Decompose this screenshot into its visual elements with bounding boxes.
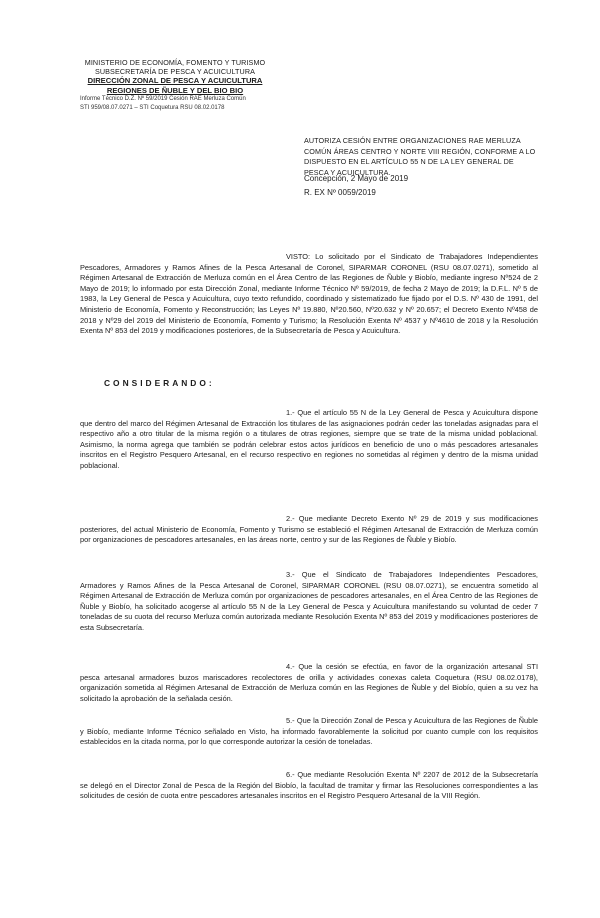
institution-header — [80, 58, 270, 112]
considerando-paragraph: 5.- Que la Dirección Zonal de Pesca y Acuicultura de las Regiones de Ñuble y Biobío, mediante Informe Técnico señalado en Visto, ha informado favorablemente la solicitud por cuanto cumple con los requisitos establecidos en la citada norma, por lo que corresponde autorizar la cesión de toneladas. — [80, 716, 538, 747]
resolution-date: Concepción, 2 Mayo de 2019 — [304, 174, 409, 183]
considerando-3 — [80, 570, 538, 634]
reference-line-2: STI 959/08.07.0271 – STI Coquetura RSU 08.02.0178 — [80, 104, 225, 111]
visto-section — [80, 252, 538, 337]
resolution-number: R. EX Nº 0059/2019 — [304, 188, 376, 197]
considerando-paragraph: 3.- Que el Sindicato de Trabajadores Independientes Pescadores, Armadores y Ramos Afines de la Pesca Artesanal de Coronel, SIPARMAR CORONEL (RSU 08.07.0271), se encuentra sometido al Régimen Artesanal de Extracción de Merluza común por organizaciones de pescadores artesanales, en el Área Centro de las Regiones de Ñuble y Biobío, ha solicitado acogerse al artículo 55 N de la Ley General de Pesca y Acuicultura manifestando su voluntad de ceder 7 toneladas de su cuota del recurso Merluza común autorizada mediante Resolución Exenta Nº 853 del 2019 y modificaciones posteriores de esta Subsecretaría. — [80, 570, 538, 632]
considerando-heading: CONSIDERANDO: — [104, 378, 215, 388]
ministry-line-1: MINISTERIO DE ECONOMÍA, FOMENTO Y TURISMO — [84, 58, 266, 67]
considerando-4 — [80, 662, 538, 704]
visto-paragraph: VISTO: Lo solicitado por el Sindicato de Trabajadores Independientes Pescadores, Armadores y Ramos Afines de la Pesca Artesanal de Coronel, SIPARMAR CORONEL (RSU 08.07.0271), sometido al Régimen Artesanal de Extracción de Merluza común en el Área Centro de las Regiones de Ñuble y Biobío, mediante ingreso Nº524 de 2 Mayo de 2019; lo informado por esta Dirección Zonal, mediante Informe Técnico Nº 59/2019, de fecha 2 Mayo de 2019; la D.F.L. Nº 5 de 1983, la Ley General de Pesca y Acuicultura, cuyo texto refundido, coordinado y sistematizado fue fijado por el D.S. Nº 430 de 1991, del Ministerio de Economía, Fomento y Reconstrucción; las Leyes Nº 19.880, Nº20.560, Nº20.632 y Nº 20.657; el Decreto Exento Nº458 de 2018 y Nº29 del 2019 del Ministerio de Economía, Fomento y Turismo; la Resolución Exenta Nº 4537 y Nº4610 de 2018 y la Resolución Exenta Nº 853 del 2019 y modificaciones posteriores, de la Subsecretaría de Pesca y Acuicultura. — [80, 252, 538, 336]
considerando-2 — [80, 514, 538, 546]
considerando-5 — [80, 716, 538, 748]
resolution-subject: AUTORIZA CESIÓN ENTRE ORGANIZACIONES RAE MERLUZA COMÚN ÁREAS CENTRO Y NORTE VIII REGIÓN, CONFORME A LO DISPUESTO EN EL ARTÍCULO 55 N DE LA LEY GENERAL DE PESCA Y ACUICULTURA. — [304, 136, 536, 177]
considerando-paragraph: 4.- Que la cesión se efectúa, en favor de la organización artesanal STI pesca artesanal armadores buzos mariscadores recolectores de orilla y actividades conexas caleta Coquetura (RSU 08.02.0178), organización sometida al Régimen Artesanal de Extracción de Merluza común en las Regiones de Ñuble y del Biobío, quien a su vez ha solicitado la aprobación de la señalada cesión. — [80, 662, 538, 703]
considerando-paragraph: 6.- Que mediante Resolución Exenta Nº 2207 de 2012 de la Subsecretaría se delegó en el Director Zonal de Pesca de la Región del Biobío, la facultad de tramitar y firmar las Resoluciones correspondientes a las solicitudes de cesión de cuota entre pescadores artesanales inscritos en el Registro Pesquero Artesanal de la VIII Región. — [80, 770, 538, 801]
considerando-1 — [80, 408, 538, 472]
considerando-paragraph: 1.- Que el artículo 55 N de la Ley General de Pesca y Acuicultura dispone que dentro del marco del Régimen Artesanal de Extracción los titulares de las asignaciones podrán ceder las toneladas asignadas para el respectivo año a otro titular de la misma región o a titulares de otras regiones, siempre que se trate de la misma unidad poblacional. Asimismo, la norma agrega que también se podrán celebrar estos actos jurídicos en beneficio de uno o más pescadores artesanales inscritos en el Registro Pesquero Artesanal, en el recurso respectivo en regiones no sometidas al régimen y dentro de la misma unidad poblacional. — [80, 408, 538, 470]
ministry-line-2: SUBSECRETARÍA DE PESCA Y ACUICULTURA — [94, 67, 256, 76]
reference-line-1: Informe Técnico D.Z. Nº 59/2019 Cesión RAE Merluza Común — [80, 96, 246, 102]
considerando-paragraph: 2.- Que mediante Decreto Exento Nº 29 de 2019 y sus modificaciones posteriores, del actual Ministerio de Economía, Fomento y Turismo se estableció el Régimen Artesanal de Extracción de Merluza común por organizaciones de pescadores artesanales, en las áreas norte, centro y sur de las Regiones de Ñuble y Biobío. — [80, 514, 538, 545]
considerando-6 — [80, 770, 538, 802]
directorate-line-1: DIRECCIÓN ZONAL DE PESCA Y ACUICULTURA — [87, 76, 263, 85]
directorate-line-2: REGIONES DE ÑUBLE Y DEL BIO BIO — [106, 85, 244, 95]
